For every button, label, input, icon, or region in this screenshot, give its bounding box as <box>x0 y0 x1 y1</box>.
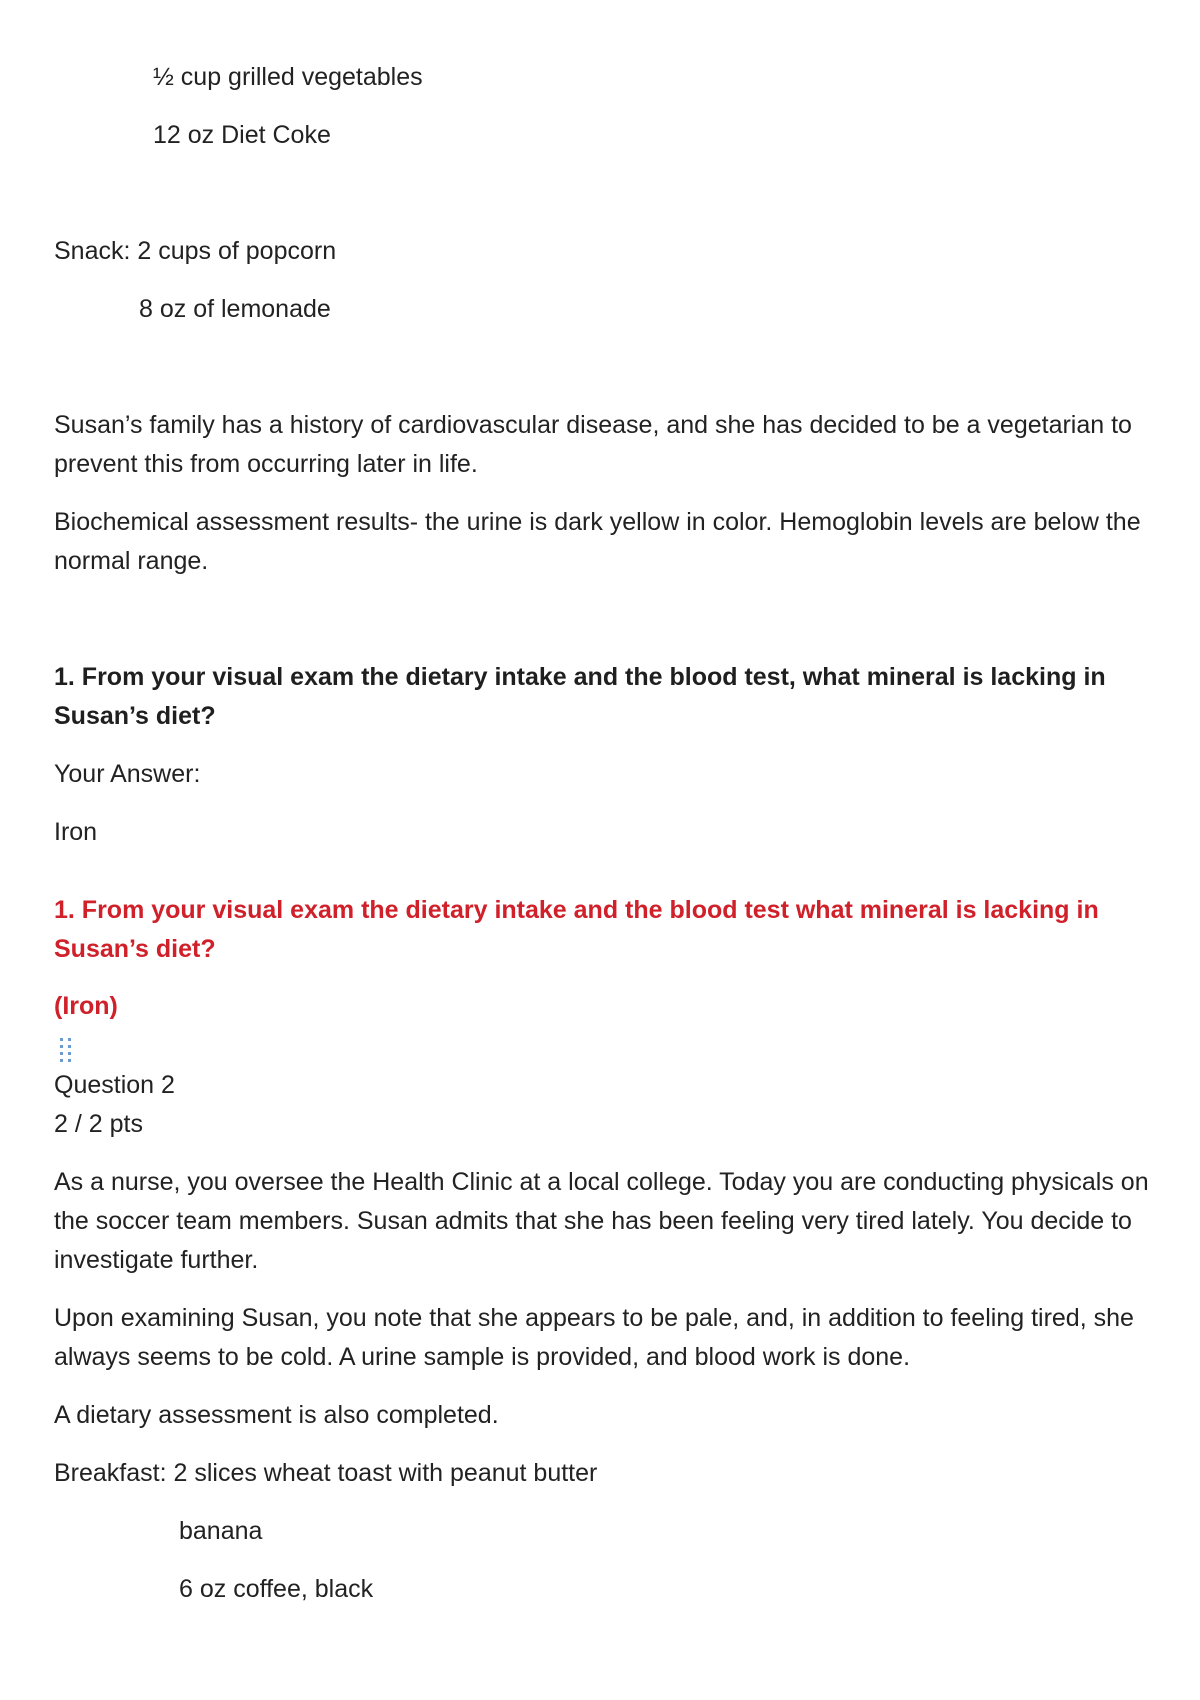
question2-title: Question 2 <box>54 1071 175 1099</box>
correct-answer-prompt: 1. From your visual exam the dietary intake and the blood test what mineral is lacking in Susan’s diet? <box>54 896 1099 963</box>
question2-points: 2 / 2 pts <box>54 1110 143 1138</box>
question2-exam: Upon examining Susan, you note that she appears to be pale, and, in addition to feeling tired, she always seems to be cold. A urine sample is provided, and blood work is done. <box>54 1304 1134 1371</box>
lunch-item-diet-coke: 12 oz Diet Coke <box>153 121 331 149</box>
snack-item-lemonade: 8 oz of lemonade <box>139 295 331 323</box>
biochemical-results-text: Biochemical assessment results- the urine is dark yellow in color. Hemoglobin levels are below the normal range. <box>54 508 1141 575</box>
correct-answer-value: (Iron) <box>54 992 118 1020</box>
family-history-text: Susan’s family has a history of cardiovascular disease, and she has decided to be a vegetarian to prevent this from occurring later in life. <box>54 411 1132 478</box>
lunch-item-vegetables: ½ cup grilled vegetables <box>153 63 423 91</box>
your-answer-label: Your Answer: <box>54 760 201 788</box>
breakfast-item-coffee: 6 oz coffee, black <box>179 1575 374 1603</box>
question2-assessment: A dietary assessment is also completed. <box>54 1401 499 1429</box>
breakfast-label: Breakfast: 2 slices wheat toast with peanut butter <box>54 1459 598 1487</box>
drag-handle-icon[interactable] <box>59 1036 73 1064</box>
your-answer-value: Iron <box>54 818 98 846</box>
question1-prompt: 1. From your visual exam the dietary intake and the blood test, what mineral is lacking in Susan’s diet? <box>54 663 1106 730</box>
breakfast-item-banana: banana <box>179 1517 263 1545</box>
question2-scenario: As a nurse, you oversee the Health Clinic at a local college. Today you are conducting physicals on the soccer team members. Susan admits that she has been feeling very tired lately. You decide to investigate further. <box>54 1168 1149 1274</box>
snack-label: Snack: 2 cups of popcorn <box>54 237 337 265</box>
